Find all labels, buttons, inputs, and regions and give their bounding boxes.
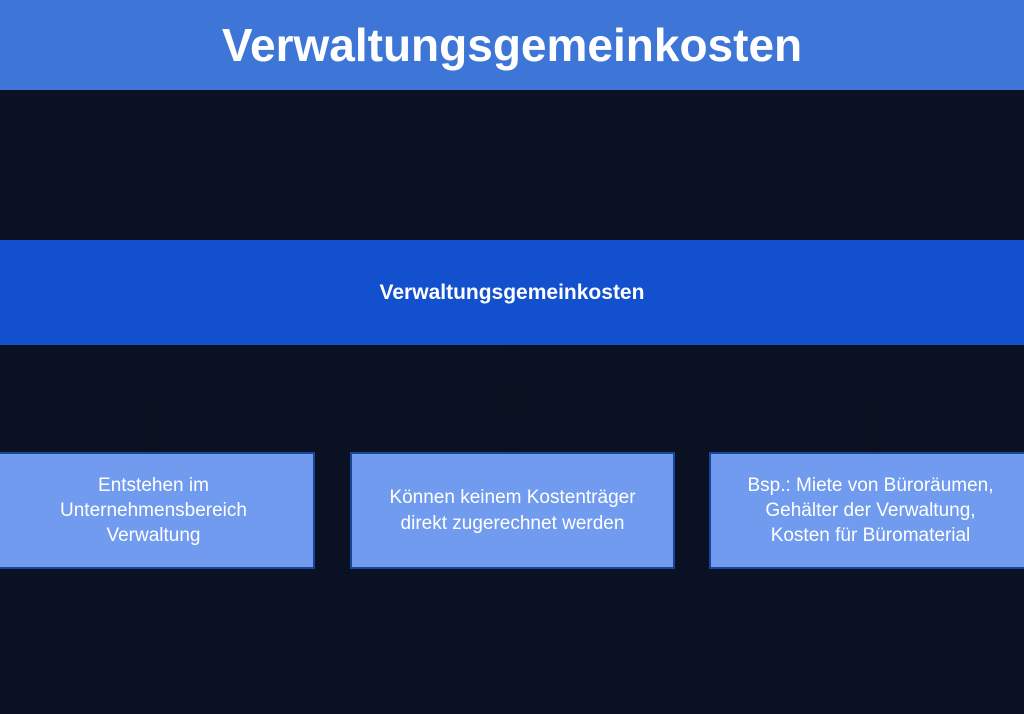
tree-leaf-label: Bsp.: Miete von Büroräumen, Gehälter der Verwaltung, Kosten für Büromaterial	[747, 474, 994, 547]
page-title: Verwaltungsgemeinkosten	[221, 19, 803, 71]
tree-leaf-node	[709, 452, 1024, 569]
tree-root-node	[0, 240, 1024, 345]
tree-leaf-node	[350, 452, 675, 569]
tree-root-label: Verwaltungsgemeinkosten	[379, 280, 645, 304]
tree-leaf-label: Können keinem Kostenträger direkt zugerechnet werden	[389, 487, 636, 534]
tree-leaf-node	[0, 452, 315, 569]
tree-leaf-label: Entstehen im Unternehmensbereich Verwaltung	[60, 474, 247, 547]
